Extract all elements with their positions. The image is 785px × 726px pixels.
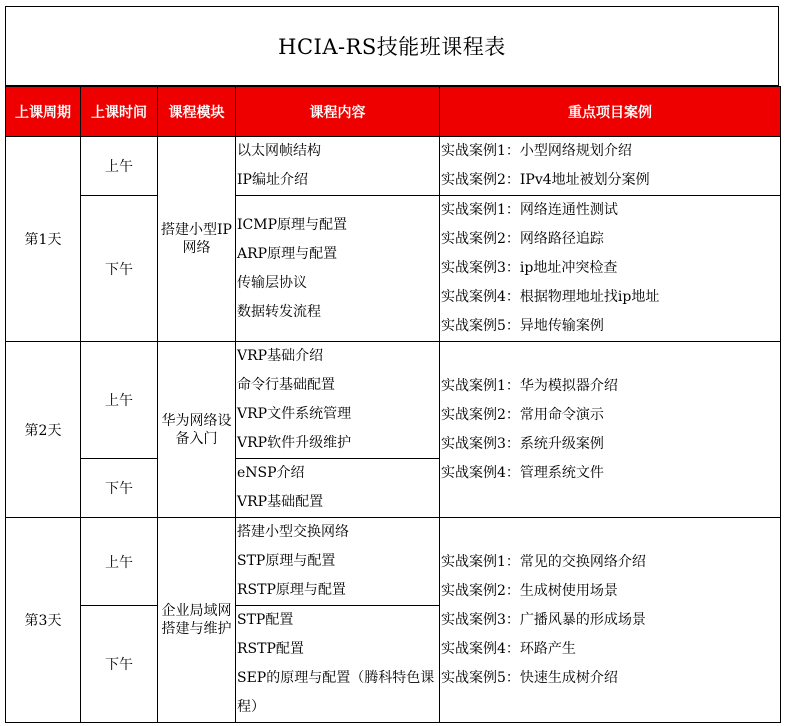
list-item: 数据转发流程	[237, 303, 321, 320]
table-row	[6, 137, 781, 196]
header-cycle: 上课周期	[6, 87, 81, 137]
day-2-cases	[440, 342, 781, 518]
day-1-am-cases	[440, 137, 781, 196]
list-item: 以太网帧结构	[237, 143, 321, 159]
header-cases: 重点项目案例	[440, 87, 781, 137]
day-2-module: 华为网络设备入门	[158, 342, 236, 518]
day-1-am-content	[236, 137, 440, 196]
list-item: RSTP原理与配置	[237, 582, 346, 598]
list-item: 实战案例2：网络路径追踪	[441, 231, 604, 247]
list-item: 实战案例2：IPv4地址被划分案例	[441, 172, 650, 188]
list-item: 实战案例3：广播风暴的形成场景	[441, 611, 646, 628]
list-item: ICMP原理与配置	[237, 216, 347, 233]
day-3-pm-content	[236, 606, 440, 723]
header-content: 课程内容	[236, 87, 440, 137]
day-2-pm: 下午	[81, 459, 158, 518]
table-row	[6, 518, 781, 606]
list-item: VRP基础介绍	[237, 348, 324, 364]
table-row	[6, 342, 781, 459]
day-1-label: 第1天	[6, 137, 81, 342]
list-item: 实战案例2：生成树使用场景	[441, 582, 618, 599]
list-item: eNSP介绍	[237, 465, 305, 481]
list-item: VRP软件升级维护	[237, 435, 352, 451]
list-item: VRP文件系统管理	[237, 406, 352, 422]
day-1-am: 上午	[81, 137, 158, 196]
list-item: 实战案例4：环路产生	[441, 640, 576, 657]
list-item: 实战案例3：ip地址冲突检查	[441, 260, 618, 276]
day-3-am-content	[236, 518, 440, 606]
day-3-pm: 下午	[81, 606, 158, 723]
list-item: 实战案例1：网络连通性测试	[441, 202, 618, 218]
list-item: RSTP配置	[237, 641, 304, 657]
list-item: STP原理与配置	[237, 553, 336, 569]
day-1-module: 搭建小型IP网络	[158, 137, 236, 342]
list-item: VRP基础配置	[237, 494, 324, 510]
list-item: 实战案例2：常用命令演示	[441, 406, 604, 423]
list-item: 实战案例4：根据物理地址找ip地址	[441, 289, 660, 305]
list-item: 实战案例1：小型网络规划介绍	[441, 143, 632, 159]
schedule-table	[5, 86, 781, 723]
day-2-pm-content	[236, 459, 440, 518]
list-item: IP编址介绍	[237, 172, 308, 188]
list-item: 实战案例5：快速生成树介绍	[441, 669, 618, 686]
list-item: 实战案例5：异地传输案例	[441, 318, 604, 334]
day-2-am-content	[236, 342, 440, 459]
table-row	[6, 196, 781, 342]
list-item: 传输层协议	[237, 274, 307, 291]
day-1-pm-cases	[440, 196, 781, 342]
header-row	[6, 87, 781, 137]
list-item: STP配置	[237, 612, 294, 628]
day-3-label: 第3天	[6, 518, 81, 723]
list-item: 命令行基础配置	[237, 377, 335, 393]
header-time: 上课时间	[81, 87, 158, 137]
day-1-pm: 下午	[81, 196, 158, 342]
day-3-cases	[440, 518, 781, 723]
day-3-am: 上午	[81, 518, 158, 606]
list-item: 实战案例3：系统升级案例	[441, 435, 604, 452]
list-item: 搭建小型交换网络	[237, 524, 349, 540]
list-item: ARP原理与配置	[237, 245, 338, 262]
day-2-label: 第2天	[6, 342, 81, 518]
list-item: 实战案例1：常见的交换网络介绍	[441, 553, 646, 570]
header-module: 课程模块	[158, 87, 236, 137]
page-title: HCIA-RS技能班课程表	[5, 6, 779, 86]
list-item: 实战案例1：华为模拟器介绍	[441, 377, 618, 394]
day-1-pm-content	[236, 196, 440, 342]
day-3-module: 企业局域网搭建与维护	[158, 518, 236, 723]
list-item: 实战案例4：管理系统文件	[441, 464, 604, 481]
list-item: SEP的原理与配置（腾科特色课程）	[237, 670, 435, 715]
day-2-am: 上午	[81, 342, 158, 459]
